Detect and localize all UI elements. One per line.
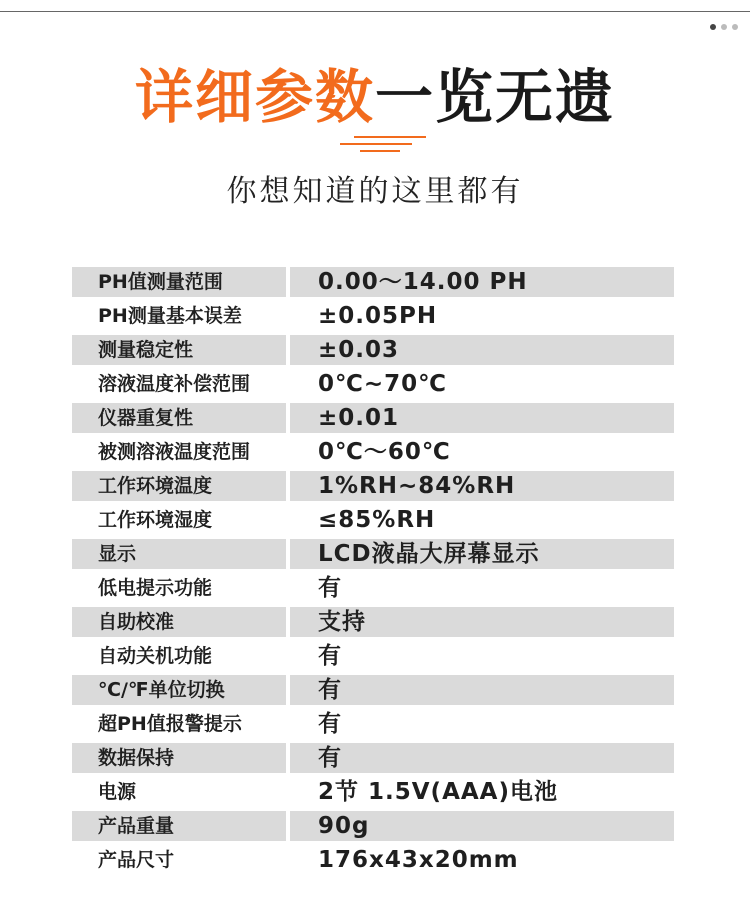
table-row (72, 843, 674, 877)
param-value: 有 (290, 675, 674, 705)
page-title (0, 62, 750, 132)
table-row (72, 435, 674, 469)
param-value: 2节 1.5V(AAA)电池 (318, 779, 558, 805)
param-label: 超PH值报警提示 (98, 713, 242, 735)
table-row (72, 741, 674, 775)
param-label: 自助校准 (72, 607, 286, 637)
param-label: 被测溶液温度范围 (98, 441, 251, 463)
param-label: ℃/℉单位切换 (72, 675, 286, 705)
param-value: ±0.05PH (318, 303, 438, 329)
param-label: 产品尺寸 (98, 849, 175, 871)
dot-icon (710, 24, 716, 30)
dot-icon (721, 24, 727, 30)
table-row (72, 299, 674, 333)
param-value: 有 (290, 743, 674, 773)
param-value: ±0.01 (290, 403, 674, 433)
table-row (72, 537, 674, 571)
page-subtitle: 你想知道的这里都有 (226, 174, 524, 209)
table-row (72, 265, 674, 299)
param-value: 有 (318, 711, 342, 737)
table-row (72, 775, 674, 809)
param-value: 0℃～60℃ (318, 439, 451, 465)
param-label: 工作环境温度 (72, 471, 286, 501)
param-value: 有 (318, 575, 342, 601)
table-row (72, 401, 674, 435)
top-divider (0, 11, 750, 12)
table-row (72, 367, 674, 401)
table-row (72, 571, 674, 605)
table-row (72, 605, 674, 639)
param-label: PH值测量范围 (72, 267, 286, 297)
param-value: LCD液晶大屏幕显示 (290, 539, 674, 569)
decorative-lines (340, 136, 426, 156)
param-value: 90g (290, 811, 674, 841)
title-rest: 一览无遗 (375, 63, 616, 131)
param-label: 产品重量 (72, 811, 286, 841)
dot-icon (732, 24, 738, 30)
param-value: 1%RH~84%RH (290, 471, 674, 501)
param-label: 溶液温度补偿范围 (98, 373, 251, 395)
param-label: 工作环境湿度 (98, 509, 213, 531)
param-label: 自动关机功能 (98, 645, 213, 667)
param-value: ≤85%RH (318, 507, 436, 533)
table-row (72, 809, 674, 843)
param-value: 0.00～14.00 PH (290, 267, 674, 297)
spec-table (72, 265, 674, 877)
more-options-icon[interactable] (710, 24, 738, 30)
param-label: 数据保持 (72, 743, 286, 773)
param-label: 电源 (98, 781, 137, 803)
table-row (72, 469, 674, 503)
param-label: 低电提示功能 (98, 577, 213, 599)
table-row (72, 707, 674, 741)
param-label: 仪器重复性 (72, 403, 286, 433)
param-label: 测量稳定性 (72, 335, 286, 365)
table-row (72, 673, 674, 707)
param-label: 显示 (72, 539, 286, 569)
param-value: 支持 (290, 607, 674, 637)
title-highlight: 详细参数 (134, 63, 375, 131)
param-value: ±0.03 (290, 335, 674, 365)
param-value: 0℃~70℃ (318, 371, 447, 397)
table-row (72, 333, 674, 367)
param-value: 176x43x20mm (318, 847, 519, 873)
table-row (72, 503, 674, 537)
table-row (72, 639, 674, 673)
param-label: PH测量基本误差 (98, 305, 242, 327)
param-value: 有 (318, 643, 342, 669)
